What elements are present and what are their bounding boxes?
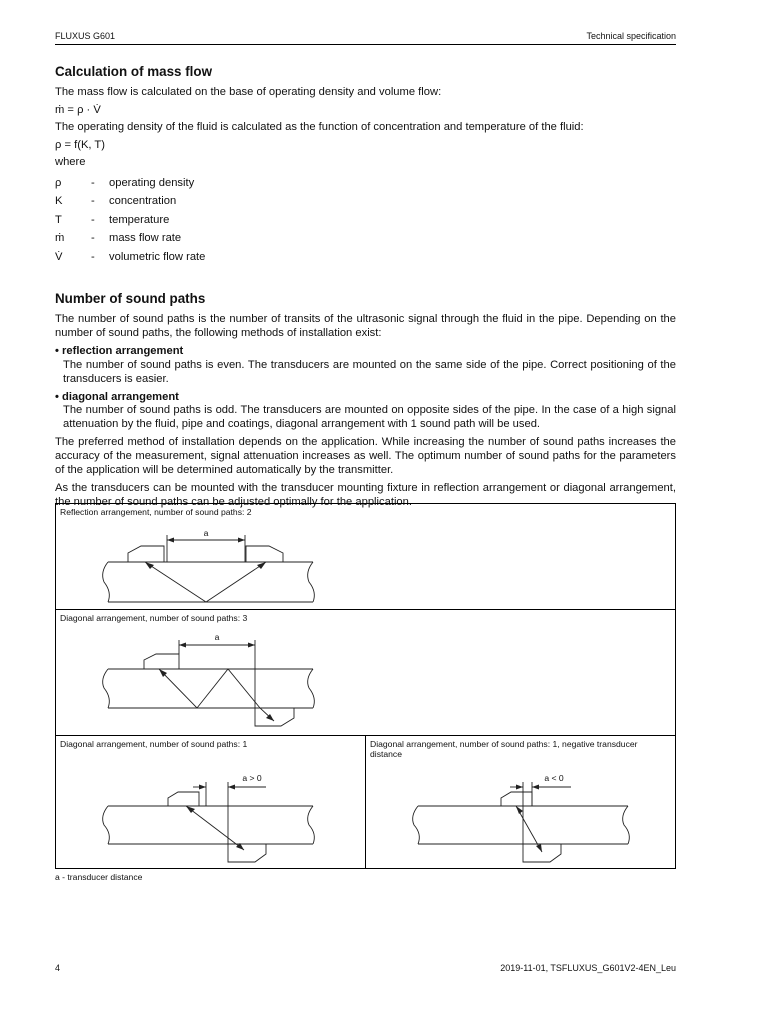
definition-dash: - xyxy=(91,176,95,189)
definition-dash: - xyxy=(91,232,95,245)
definition-text: operating density xyxy=(109,176,195,189)
mounting-fixture-paragraph: As the transducers can be mounted with the transducer mounting fixture in reflection arrangement or diagonal arrangement, the number of sound paths can be adjusted optimally for the application. xyxy=(55,481,676,508)
definition-text: temperature xyxy=(109,213,170,226)
sound-paths-figure xyxy=(55,503,676,869)
definition-symbol: K xyxy=(55,195,63,208)
preferred-method-paragraph: The preferred method of installation depends on the application. While increasing the number of sound paths increases the accuracy of the measurement, signal attenuation increases as well. The optimum number of sound paths for the parameters of the application will be determined automatically by the transmitter. xyxy=(55,436,676,477)
header-section: Technical specification xyxy=(586,31,676,41)
diagonal-1-positive-diagram xyxy=(56,736,366,868)
panel-diagonal-1-negative xyxy=(366,736,675,868)
definition-row xyxy=(55,249,676,268)
definition-text: volumetric flow rate xyxy=(109,250,206,263)
definition-symbol: T xyxy=(55,213,62,226)
definition-row xyxy=(55,193,676,212)
reflection-diagram xyxy=(56,504,675,610)
density-formula: ρ = f(K, T) xyxy=(55,138,105,151)
bullet-diagonal-body: The number of sound paths is odd. The transducers are mounted on opposite sides of the pipe. In the case of a high signal attenuation by the fluid, pipe and coatings, diagonal arrangement with 1 sound path will be used. xyxy=(63,404,676,431)
definition-text: concentration xyxy=(109,195,177,208)
definition-symbol: V̇ xyxy=(55,250,63,263)
density-text: The operating density of the fluid is calculated as the function of concentration and temperature of the fluid: xyxy=(55,120,584,133)
bullet-diagonal-title: • diagonal arrangement xyxy=(55,390,179,403)
definition-row xyxy=(55,175,676,194)
panel-diagonal-1-positive xyxy=(56,736,366,868)
header-rule xyxy=(55,44,676,45)
definition-symbol: ρ xyxy=(55,176,62,189)
definition-dash: - xyxy=(91,195,95,208)
negative-distance-label: a < 0 xyxy=(544,773,564,783)
definition-row xyxy=(55,230,676,249)
diagonal-1-negative-diagram xyxy=(366,736,675,868)
panel-diagonal-1-positive-title: Diagonal arrangement, number of sound paths: 1 xyxy=(60,739,248,749)
diagonal-3-diagram xyxy=(56,610,675,736)
section-title-sound-paths: Number of sound paths xyxy=(55,291,206,307)
definition-dash: - xyxy=(91,213,95,226)
definition-list xyxy=(55,175,676,268)
positive-distance-label: a > 0 xyxy=(242,773,262,783)
figure-caption: a - transducer distance xyxy=(55,872,143,882)
footer-page-number: 4 xyxy=(55,963,61,973)
bullet-reflection-body: The number of sound paths is even. The transducers are mounted on the same side of the pipe. Correct positioning of the transducers is easier. xyxy=(63,358,676,385)
page-content xyxy=(55,64,676,514)
panel-diagonal-3 xyxy=(56,610,675,736)
definition-text: mass flow rate xyxy=(109,232,182,245)
bullet-reflection-title: • reflection arrangement xyxy=(55,344,184,357)
definition-dash: - xyxy=(91,250,95,263)
definition-row xyxy=(55,212,676,231)
footer-document-id: 2019-11-01, TSFLUXUS_G601V2-4EN_Leu xyxy=(500,963,676,973)
section-title-mass-flow: Calculation of mass flow xyxy=(55,64,212,79)
mass-flow-formula: ṁ = ρ · V̇ xyxy=(55,103,101,116)
mass-flow-intro: The mass flow is calculated on the base of operating density and volume flow: xyxy=(55,86,442,99)
header-product: FLUXUS G601 xyxy=(55,31,116,41)
panel-diagonal-1-negative-title: Diagonal arrangement, number of sound paths: 1, negative transducer distance xyxy=(370,739,638,759)
panel-reflection-title: Reflection arrangement, number of sound paths: 2 xyxy=(60,507,252,517)
panel-reflection xyxy=(56,504,675,610)
panel-diagonal-3-title: Diagonal arrangement, number of sound paths: 3 xyxy=(60,613,248,623)
definition-symbol: ṁ xyxy=(55,232,65,245)
diagonal-3-distance-label: a xyxy=(214,632,220,642)
where-label: where xyxy=(55,155,86,168)
reflection-distance-label: a xyxy=(203,528,209,538)
sound-paths-intro: The number of sound paths is the number of transits of the ultrasonic signal through the fluid in the pipe. Depending on the number of sound paths, the following methods of installation exist: xyxy=(55,313,676,339)
